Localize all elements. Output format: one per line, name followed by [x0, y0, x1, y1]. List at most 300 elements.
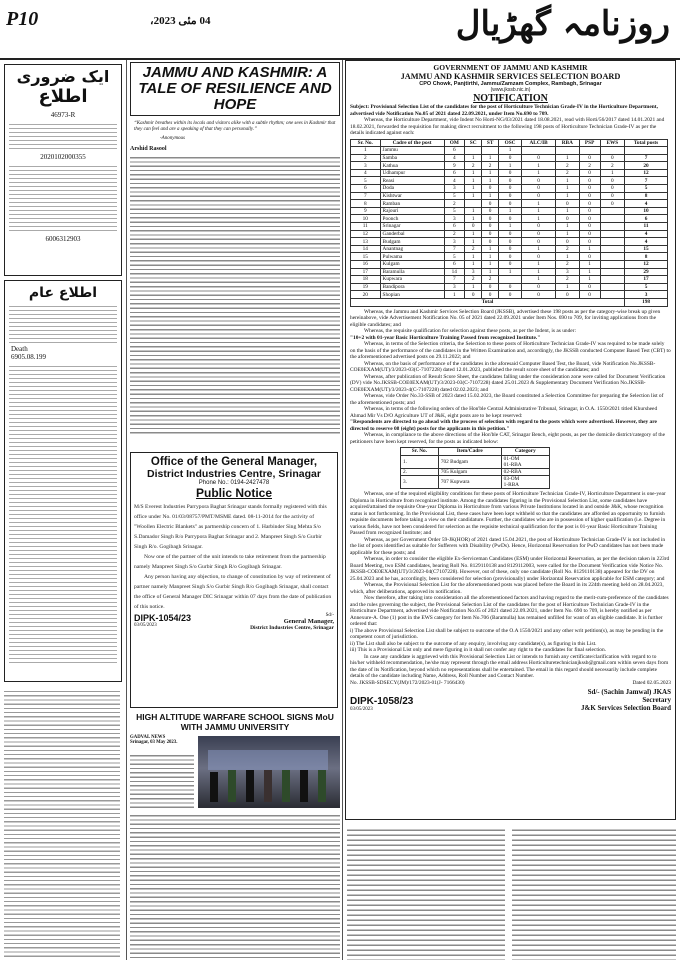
jkssb-para-6: Whereas, after publication of Result Score Sheet, the candidates falling under the consideration zone were called for Document Verification (DV) vide No.JKSSB-COE0EXAM(UT)/3/2023-03(C-7107228) dated 25.01.2023 & Supplementary Document Verification No.JKSSB-COE0EXAM(UT)/3/2023-4(C-7107228) dated 02.02.2023; and: [350, 373, 666, 393]
table-cell: 6: [444, 261, 465, 269]
table-row: [351, 154, 668, 162]
notice-heading-2: اطلاع: [38, 86, 88, 107]
table-cell: 1: [522, 268, 556, 276]
jkssb-sign-2: Secretary: [642, 696, 671, 705]
posts-table-header-cell: OSC: [498, 139, 521, 147]
jkssb-para-7: Whereas, vide Order No.33-SSB of 2023 dated 15.02.2023, the Board constituted a Selection Committee for preparing the Selection list of the aforementioned posts; and: [350, 393, 664, 406]
table-cell: 0: [579, 185, 600, 193]
table-cell: [600, 207, 624, 215]
posts-table-total: [351, 298, 668, 306]
table-cell: 0: [498, 253, 521, 261]
table-cell: 1: [465, 177, 482, 185]
jkssb-website: (www.jkssb.nic.in): [490, 87, 531, 93]
table-cell: 1: [522, 207, 556, 215]
reserved-table-header-cell: Sr. No.: [401, 448, 439, 456]
table-cell: Samba: [380, 154, 444, 162]
header-date: 04 مئی 2023،: [150, 15, 211, 27]
table-cell: [579, 147, 600, 155]
table-cell: Budgam: [380, 238, 444, 246]
table-cell: 4: [625, 200, 668, 208]
table-row: [351, 230, 668, 238]
jkssb-para-1: Whereas, the Jammu and Kashmir Services Selection Board (JKSSB), advertised these 198 posts as per the category-wise break up given hereinabove, vide Advertisement Notification No. 05 of 2021 dated 22.09.2021 under Item Nos. 690 to 709, for inviting applications from the eligible candidates; and: [350, 308, 661, 328]
posts-table-header-cell: SC: [465, 139, 482, 147]
table-cell: 2: [444, 230, 465, 238]
notice-text-1: [9, 121, 117, 151]
notice-number-3: 6006312903: [45, 235, 81, 243]
table-cell: [482, 147, 499, 155]
reserved-table-body: [401, 455, 550, 489]
table-row: [351, 162, 668, 170]
table-cell: 1: [482, 261, 499, 269]
table-cell: 7: [625, 177, 668, 185]
notice-number-4: 6905.08.199: [11, 353, 46, 361]
table-cell: [556, 147, 580, 155]
table-cell: Poonch: [380, 215, 444, 223]
table-cell: 0: [579, 253, 600, 261]
article-body: [130, 154, 340, 434]
table-cell: 0: [522, 223, 556, 231]
table-cell: 5: [444, 192, 465, 200]
table-cell: Reasi: [380, 177, 444, 185]
table-cell: 1: [482, 192, 499, 200]
table-cell: [600, 230, 624, 238]
table-cell: [465, 147, 482, 155]
table-cell: 1: [556, 283, 580, 291]
table-cell: 1: [522, 162, 556, 170]
table-cell: 0: [600, 200, 624, 208]
jkssb-no-date: Dated 02.05.2023: [632, 679, 671, 686]
table-cell: 0: [600, 185, 624, 193]
table-cell: 17: [625, 276, 668, 284]
table-cell: 2: [579, 162, 600, 170]
table-cell: 1: [600, 169, 624, 177]
table-cell: 0: [498, 245, 521, 253]
jkssb-subject: Subject: Provisional Selection List of the candidates for the post of Horticulture Technician Grade-IV in the Horticulture Department, advertised vide Notification No.05 of 2021 dated 22.09.2021, under Item No.690 to 709.: [350, 104, 658, 117]
jkssb-heading: NOTIFICATION: [473, 93, 548, 104]
table-cell: Ramban: [380, 200, 444, 208]
jkssb-para-16: i) The above Provisional Selection List shall be subject to outcome of the O.A 1550/2021 and any other writ petition(s), as may be pending in the competent court of jurisdiction.: [350, 627, 664, 641]
jkssb-para-4: Whereas, in terms of the Selection criteria, the Selection to these posts of Horticulture Technician Grade-IV was required to be made solely on the basis of the performance of the candidates in the Written Examination and, accordingly, the JKSSB conducted Computer Based Test (CBT) to the aforementioned advertised posts on 29.11.2022; and: [350, 341, 671, 361]
table-cell: 1: [482, 177, 499, 185]
table-cell: 1: [465, 253, 482, 261]
table-cell: 2: [556, 169, 580, 177]
table-row: [351, 276, 668, 284]
table-cell: 1: [556, 253, 580, 261]
page-number: P10: [6, 8, 39, 30]
table-cell: 0: [579, 283, 600, 291]
jkssb-no-line: No. JKSSB-SDSECY(JM)/172/2023-01(J- 7166430): [350, 679, 465, 686]
posts-table-header-cell: Cadre of the post: [380, 139, 444, 147]
jkssb-notification: [345, 60, 676, 820]
table-cell: 1: [498, 268, 521, 276]
table-row: [351, 245, 668, 253]
notice-text-4: [9, 363, 117, 663]
table-cell: 2: [556, 261, 580, 269]
gm-body-3: Any person having any objection, to change of constitution by way of retirement of partner namely Manpreet Singh S/o Gurbir Singh R/o Gogibagh Srinagar, shall contact the office of General Manager DIC Srinagar within 07 days from the date of publication of this notice.: [134, 574, 332, 610]
table-cell: 12: [625, 169, 668, 177]
table-row: [351, 223, 668, 231]
jkssb-para-17: ii) The List shall also be subject to the outcome of any enquiry, involving any candidate(s), as figuring in this List.: [350, 640, 597, 647]
table-cell: [600, 215, 624, 223]
table-cell: Rajouri: [380, 207, 444, 215]
table-cell: 5: [351, 177, 381, 185]
table-cell: 1: [351, 147, 381, 155]
notice-heading-1: ایک ضروری: [16, 67, 110, 86]
posts-table-header-cell: Sr. No.: [351, 139, 381, 147]
reserved-table: [400, 447, 550, 489]
hawa-dateline-2: Srinagar, 03 May 2023.: [130, 740, 178, 745]
total-value: 198: [625, 298, 668, 306]
table-cell: 0: [498, 238, 521, 246]
table-cell: 0: [600, 177, 624, 185]
table-cell: 1: [482, 268, 499, 276]
table-cell: 1: [465, 238, 482, 246]
table-cell: 19: [351, 283, 381, 291]
gm-heading: Public Notice: [195, 486, 272, 500]
table-cell: 2: [556, 162, 580, 170]
table-cell: 0: [482, 200, 499, 208]
table-cell: 14: [444, 268, 465, 276]
table-cell: 0: [556, 291, 580, 299]
urdu-text-block: [4, 688, 120, 958]
table-cell: 1: [465, 230, 482, 238]
table-cell: 0: [579, 169, 600, 177]
table-cell: 02-RBA: [501, 468, 549, 476]
table-cell: 0: [522, 283, 556, 291]
table-cell: 1: [522, 200, 556, 208]
table-cell: 6: [444, 147, 465, 155]
table-cell: 0: [482, 223, 499, 231]
table-row: [401, 476, 550, 489]
notice-box-2: [4, 280, 122, 682]
table-cell: Pulwama: [380, 253, 444, 261]
table-cell: 0: [579, 238, 600, 246]
posts-table-body: [351, 147, 668, 299]
table-row: [401, 455, 550, 468]
left-column: [4, 62, 124, 962]
table-cell: 0: [482, 185, 499, 193]
table-row: [351, 215, 668, 223]
table-cell: 3: [444, 185, 465, 193]
jkssb-sign-1: Sd/- (Sachin Jamwal) JKAS: [587, 688, 671, 697]
table-cell: 3: [351, 162, 381, 170]
table-cell: [600, 261, 624, 269]
table-cell: 0: [579, 291, 600, 299]
table-cell: 7: [444, 276, 465, 284]
jkssb-para-2: Whereas, the requisite qualification for selection against these posts, as per the Indent, is as under:: [364, 328, 576, 335]
table-cell: 4: [351, 169, 381, 177]
jkssb-para-10: Whereas, in compliance to the above directions of the Hon'ble CAT, Srinagar Bench, eight posts, as per the domicile district/category of the petitioners have been kept reserved, for the posts as indicated below:: [350, 432, 666, 445]
table-cell: 2: [351, 154, 381, 162]
table-cell: 0: [482, 283, 499, 291]
total-label: Total: [351, 298, 625, 306]
hawa-text-left: [130, 752, 194, 808]
table-row: [351, 238, 668, 246]
notice-number-2: 2020102000355: [40, 153, 86, 161]
table-cell: 1: [522, 245, 556, 253]
table-cell: 6: [444, 169, 465, 177]
table-cell: 0: [465, 291, 482, 299]
table-cell: 15: [625, 245, 668, 253]
table-cell: 1: [465, 283, 482, 291]
divider-1: [126, 60, 127, 960]
table-cell: 0: [498, 169, 521, 177]
table-cell: 7: [444, 245, 465, 253]
table-cell: Jammu: [380, 147, 444, 155]
table-cell: 1: [522, 261, 556, 269]
table-cell: 8: [625, 253, 668, 261]
table-cell: [600, 283, 624, 291]
table-cell: 5: [625, 283, 668, 291]
jkssb-para-13: Whereas, in order to consider the eligible Ex-Serviceman Candidates (ESM) under Horizontal Reservation, as per the decision taken in 223rd Board Meeting, two ESM candidates, bearing Roll No. 8129110138 and 8129112003, were called for the Document Verification vide Notice No. JKSSB-COE0EXAM(UT)/3/2023-04(C7107228). However, out of these, only one candidate (Roll No. 8129110138) appeared for the DV on 25.04.2023 and he has, accordingly, been considered for selection (provisionally) under Horizontal Reservation applicable for ESM category; and: [350, 556, 670, 582]
table-cell: 0: [522, 291, 556, 299]
jkssb-para-3: "10+2 with 01-year Basic Horticulture Training Passed from recognized Institute.": [350, 334, 541, 341]
table-cell: [498, 276, 521, 284]
table-cell: [465, 200, 482, 208]
table-cell: 702 Budgam: [438, 455, 501, 468]
posts-table: [350, 139, 668, 307]
reserved-table-header-cell: Category: [501, 448, 549, 456]
table-cell: Anantnag: [380, 245, 444, 253]
table-cell: 0: [556, 215, 580, 223]
article-quote-author: -Anonymous: [160, 136, 185, 141]
jkssb-para-9: "Respondents are directed to go ahead with the process of selection with regard to the posts which were advertised. However, they are directed to reserve 08 (eight) posts for the applicants in this petition.": [350, 419, 657, 432]
table-cell: 0: [579, 215, 600, 223]
table-cell: 16: [351, 261, 381, 269]
table-cell: 0: [498, 200, 521, 208]
table-cell: 0: [498, 283, 521, 291]
hawa-title-2: WITH JAMMU UNIVERSITY: [180, 722, 290, 732]
table-cell: 0: [579, 230, 600, 238]
gm-sd: Sd/-: [325, 613, 334, 618]
table-cell: 0: [579, 200, 600, 208]
table-row: [351, 291, 668, 299]
table-cell: 4: [444, 154, 465, 162]
notice-box-1: [4, 64, 122, 276]
table-cell: Udhampur: [380, 169, 444, 177]
table-cell: 3: [444, 238, 465, 246]
jkssb-para-14: Whereas, the Provisional Selection List for the aforementioned posts was placed before the Board in its 224th meeting held on 28.04.2023, which, after deliberations, approved its notification.: [350, 582, 664, 595]
table-cell: 12: [351, 230, 381, 238]
table-cell: 0: [556, 238, 580, 246]
table-cell: 0: [498, 185, 521, 193]
table-cell: 0: [556, 200, 580, 208]
table-cell: [600, 268, 624, 276]
table-cell: 4: [444, 177, 465, 185]
table-cell: 18: [351, 276, 381, 284]
table-cell: 1: [556, 177, 580, 185]
gm-title-1: Office of the General Manager,: [150, 456, 318, 468]
table-cell: 1: [498, 162, 521, 170]
table-cell: 1: [444, 291, 465, 299]
table-cell: 9: [351, 207, 381, 215]
table-cell: 15: [351, 253, 381, 261]
table-cell: 2: [482, 162, 499, 170]
posts-table-header-cell: ALC/IB: [522, 139, 556, 147]
table-cell: 20: [351, 291, 381, 299]
page-header: [0, 0, 680, 60]
table-cell: 3: [465, 268, 482, 276]
table-cell: 2: [556, 276, 580, 284]
table-cell: 12: [625, 261, 668, 269]
table-cell: 0: [498, 230, 521, 238]
jkssb-ref: DIPK-1058/23: [350, 696, 414, 708]
table-cell: 8: [351, 200, 381, 208]
masthead: روزنامہ گھڑیال: [455, 4, 670, 44]
jkssb-para-12: Whereas, as per Government Order 59-JK(HOR) of 2021 dated 15.04.2021, the post of Horticulture Technician Grade-IV is not included in the list of posts identified as suitable for Sufferers with Disability (PwDs). Hence, Horizontal Reservation for PwD candidates has not been made applicable for these posts; and: [350, 536, 666, 556]
table-cell: 0: [498, 192, 521, 200]
table-cell: 1: [465, 154, 482, 162]
table-cell: 5: [444, 207, 465, 215]
table-cell: 0: [482, 238, 499, 246]
table-cell: 0: [522, 238, 556, 246]
table-cell: 1: [482, 245, 499, 253]
table-cell: 0: [522, 230, 556, 238]
table-cell: 10: [351, 215, 381, 223]
table-cell: 0: [482, 215, 499, 223]
hawa-dateline-1: GADVAL NEWS: [130, 735, 166, 740]
table-cell: [600, 276, 624, 284]
table-cell: 13: [351, 238, 381, 246]
table-cell: 1: [465, 261, 482, 269]
table-cell: 1: [522, 169, 556, 177]
gm-notice: [130, 452, 338, 708]
table-cell: Kupwara: [380, 276, 444, 284]
gm-body-2: Now one of the partner of the unit intends to take retirement from the partnership namely Manpreet Singh S/o Gurbir Singh R/o Gogibagh Srinagar.: [134, 554, 326, 570]
table-cell: 29: [625, 268, 668, 276]
table-cell: 2: [600, 162, 624, 170]
table-cell: 1: [482, 253, 499, 261]
table-cell: 2.: [401, 468, 439, 476]
table-row: [351, 200, 668, 208]
article-title-box: [130, 62, 340, 116]
table-row: [351, 185, 668, 193]
table-row: [351, 192, 668, 200]
table-row: [401, 468, 550, 476]
posts-table-header-cell: RBA: [556, 139, 580, 147]
table-cell: 1: [465, 185, 482, 193]
table-cell: 1: [556, 185, 580, 193]
jkssb-para-19: In case any candidate is aggrieved with this Provisional Selection List or intends to furnish any certificate/clarification with regard to to his/her withheld recommendation, he/she may represent through the email address Horticulturetechnicianjkssb@gmail.com within seven days from the date of its Notification, beyond which no representations shall be entertained. The email in this regard should necessarily include complete details of the candidate including Name, Address, Roll Number and Contact Number.: [350, 653, 669, 680]
table-cell: Srinagar: [380, 223, 444, 231]
table-cell: 2: [444, 200, 465, 208]
gm-sign-1: General Manager,: [283, 618, 334, 625]
table-cell: 3.: [401, 476, 439, 489]
table-cell: 7: [351, 192, 381, 200]
reserved-table-header: [401, 448, 550, 456]
jkssb-intro: Whereas, the Horticulture Department, vide Indent No Horti-NG/03/2021 dated 18.08.2021, read with Horti/56/2017 dated 14.01.2021 and 18.02.2021, forwarded the requisition for making direct recruitment to the following 198 posts of Horticulture Technician Grade-IV as per the details indicated against each:: [350, 117, 665, 136]
notice-heading-3: اطلاع عام: [28, 285, 98, 301]
table-cell: [600, 238, 624, 246]
jkssb-board: JAMMU AND KASHMIR SERVICES SELECTION BOARD: [400, 72, 621, 81]
table-cell: 17: [351, 268, 381, 276]
table-cell: Kishtwar: [380, 192, 444, 200]
posts-table-header-cell: OM: [444, 139, 465, 147]
table-cell: 1: [556, 192, 580, 200]
table-cell: 0: [498, 154, 521, 162]
gm-phone: Phone No.: 0194-2427478: [198, 480, 270, 486]
jkssb-ref-date: 03/05/2023: [350, 707, 373, 713]
table-row: [351, 261, 668, 269]
table-row: [351, 177, 668, 185]
jkssb-address: CPO Chowk, Panjtirthi, Jammu/Zamzam Complex, Rambagh, Srinagar: [419, 81, 602, 87]
gm-body-1: M/S Everest Industries Parrypora Baghat Srinagar stands formally registered with this office under No. 01/03/08757/PMT/MSME dated. 08-11-2014 for the activity of "Woollen Electric Blankets" as partnership concern of 1. Harbinder Sing Mehta S/o S.Damador Singh R/o Parrypora Baghat Srinagar and 2. Manpreet Singh S/o Gurbir Singh R/o. Gogibagh Srinagar.: [134, 504, 327, 550]
table-cell: 1: [498, 207, 521, 215]
table-cell: 0: [498, 291, 521, 299]
table-cell: 0: [522, 177, 556, 185]
posts-table-header-cell: PSP: [579, 139, 600, 147]
gm-footer: [134, 613, 334, 631]
jkssb-gov: GOVERNMENT OF JAMMU AND KASHMIR: [433, 63, 588, 72]
table-cell: 1: [465, 207, 482, 215]
gm-title-2: District Industries Centre, Srinagar: [147, 468, 321, 480]
table-cell: 0: [482, 291, 499, 299]
table-cell: 6: [625, 215, 668, 223]
table-cell: 2: [465, 276, 482, 284]
article-quote: “Kashmir breathes within its locals and visitors alike with a subtle rhythm; one sees in Kashmir that they can feel and are a speaking of that they can personally.”: [134, 121, 336, 132]
notice-text-3: [9, 303, 117, 343]
jkssb-footer: [350, 688, 671, 712]
table-cell: 1: [482, 169, 499, 177]
table-cell: Kulgam: [380, 261, 444, 269]
table-cell: 2: [482, 276, 499, 284]
table-cell: Doda: [380, 185, 444, 193]
table-cell: 1: [465, 192, 482, 200]
table-cell: 1: [482, 154, 499, 162]
divider-2: [342, 60, 343, 960]
table-cell: 2: [556, 245, 580, 253]
table-cell: 8: [625, 192, 668, 200]
table-cell: [600, 147, 624, 155]
table-cell: 0: [600, 154, 624, 162]
table-cell: 4: [625, 238, 668, 246]
article-byline: Arshid Rasool: [130, 146, 167, 152]
table-cell: [600, 291, 624, 299]
jkssb-sign-3: J&K Services Selection Board: [580, 704, 671, 713]
notice-text-2: [9, 163, 117, 233]
table-row: [351, 253, 668, 261]
hawa-article: [130, 712, 340, 960]
table-row: [351, 147, 668, 155]
table-row: [351, 169, 668, 177]
table-cell: 0: [522, 185, 556, 193]
table-cell: 10: [625, 207, 668, 215]
table-cell: [600, 245, 624, 253]
table-cell: 6: [444, 223, 465, 231]
jkssb-para-8: Whereas, in terms of the following orders of the Hon'ble Central Administrative Tribunal, Srinagar, in O.A. 1550/2021 titled Khursheed Ahmad Mir Vs D/O Agriculture UT of J&K, eight posts are to be kept reserved:: [350, 406, 658, 419]
posts-table-header-cell: ST: [482, 139, 499, 147]
table-row: [351, 268, 668, 276]
table-cell: 0: [522, 253, 556, 261]
article: [130, 62, 340, 442]
gm-ref-date: 03/05/2023: [134, 623, 157, 628]
table-cell: 6: [351, 185, 381, 193]
table-cell: [625, 147, 668, 155]
urdu-bottom-left: [347, 826, 505, 960]
table-cell: 0: [498, 261, 521, 269]
table-cell: 0: [465, 223, 482, 231]
table-cell: 14: [351, 245, 381, 253]
table-cell: 0: [522, 154, 556, 162]
table-cell: 2: [465, 162, 482, 170]
table-cell: 1: [556, 207, 580, 215]
article-title: JAMMU AND KASHMIR: A TALE OF RESILIENCE AND HOPE: [138, 64, 332, 113]
gm-ref: DIPK-1054/23: [134, 613, 192, 623]
table-cell: 3: [444, 283, 465, 291]
death-word: Death: [11, 345, 28, 353]
table-cell: 20: [625, 162, 668, 170]
table-row: [351, 283, 668, 291]
